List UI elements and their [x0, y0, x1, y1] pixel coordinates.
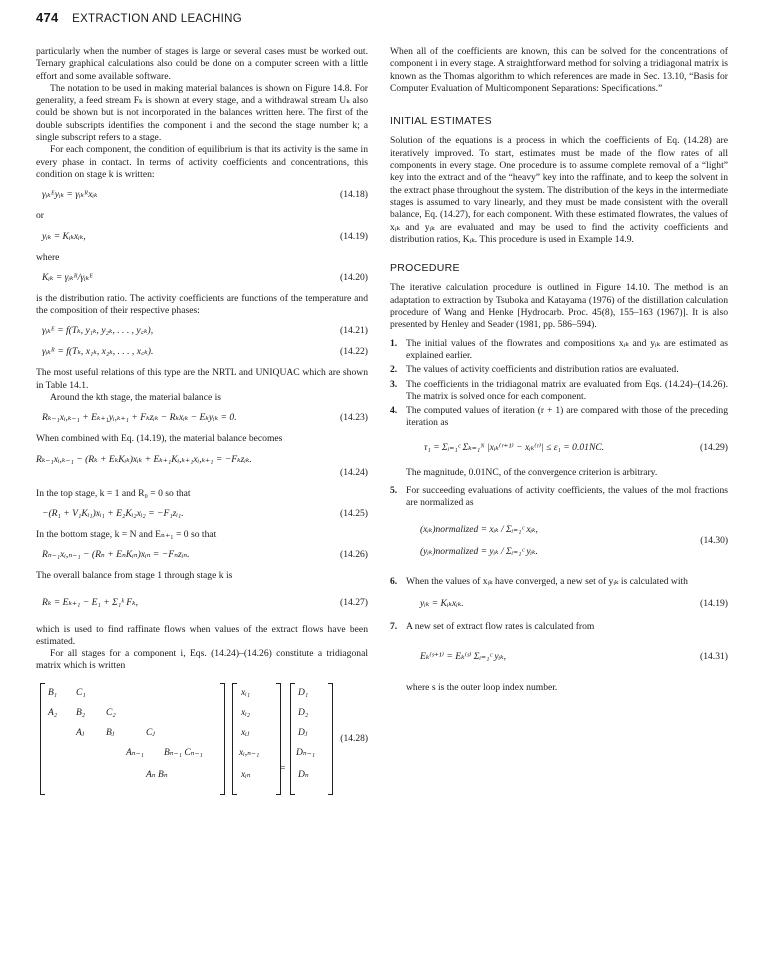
equation-14-31: Eₖ⁽ˢ⁺¹⁾ = Eₖ⁽ˢ⁾ Σᵢ₌₁ᶜ yᵢₖ, (14.31) — [420, 651, 728, 663]
paragraph: For all stages for a component i, Eqs. (14.24)–(14.26) constitute a tridiagonal matrix which is written — [36, 648, 368, 672]
section-heading: INITIAL ESTIMATES — [390, 115, 492, 128]
running-title: EXTRACTION AND LEACHING — [72, 13, 242, 25]
paragraph: particularly when the number of stages is large or several cases must be worked out. Ternary graphical calculations also could be done on a computer screen with a little effort and some available software. — [36, 46, 368, 82]
paragraph: The notation to be used in making material balances is shown on Figure 14.8. For generality, a feed stream Fₖ is shown at every stage, and a withdrawal stream Uₖ also could be shown but is not incorporated in the balances written here. The first of the double subscripts identifies the component i and the second the stage number k; a single subscript refers to a stage. — [36, 82, 368, 144]
paragraph: where s is the outer loop index number. — [406, 682, 558, 694]
paragraph: When combined with Eq. (14.19), the material balance becomes — [36, 433, 283, 445]
right-column — [390, 46, 728, 695]
paragraph: Solution of the equations is a process in which the coefficients of Eq. (14.28) are iteratively improved. To start, estimates must be made of the flow rates of all components in every stage. One procedure is to assume complete removal of a “light” key into the extract and of the “heavy” key into the raffinate, and to keep the solvent in the extract phase throughout the system. The distribution of the keys in the intermediate stages is assumed to vary linearly, and they must be made consistent with the overall balance, Eq. (14.27), for each component. With these estimated flowrates, the values of xᵢₖ and yᵢₖ are evaluated and may be used to find the activity coefficients and distribution ratios, Kᵢₖ. This procedure is used in Example 14.9. — [390, 135, 728, 245]
equation-14-21: γᵢₖᴱ = f(Tₖ, y₁ₖ, y₂ₖ, . . . , y꜀ₖ), (14.21) — [42, 325, 368, 337]
equation-14-24: Rₖ₋₁xᵢ,ₖ₋₁ − (Rₖ + EₖKᵢₖ)xᵢₖ + Eₖ₊₁Kᵢ,ₖ₊₁xᵢ,ₖ₊₁ = −Fₖzᵢₖ. (14.24) — [36, 453, 368, 478]
list-item: 7. A new set of extract flow rates is calculated from — [390, 620, 595, 632]
equation-14-29: τ₁ = Σᵢ₌₁ᶜ Σₖ₌₁ᴺ |xᵢₖ⁽ʳ⁺¹⁾ − xᵢₖ⁽ʳ⁾| ≤ ε₁ = 0.01NC. (14.29) — [424, 441, 728, 453]
equation-14-19: yᵢₖ = Kᵢₖxᵢₖ. (14.19) — [420, 597, 728, 609]
paragraph: Around the kth stage, the material balance is — [50, 392, 222, 404]
paragraph: is the distribution ratio. The activity coefficients are functions of the temperature and the composition of their respective phases: — [36, 292, 368, 317]
page-number: 474 — [36, 10, 59, 25]
equation-number: (14.28) — [340, 733, 368, 744]
paragraph: The magnitude, 0.01NC, of the convergence criterion is arbitrary. — [406, 466, 658, 478]
paragraph: The overall balance from stage 1 through stage k is — [36, 570, 233, 582]
list-item: 3. The coefficients in the tridiagonal matrix are evaluated from Eqs. (14.24)–(14.26). The matrix is solved once for each component. — [390, 378, 728, 402]
equation-14-26: Rₙ₋₁xᵢ,ₙ₋₁ − (Rₙ + EₙKᵢₙ)xᵢₙ = −Fₙzᵢₙ. (14.26) — [42, 549, 368, 561]
paragraph: which is used to find raffinate flows when values of the extract flows have been estimated. — [36, 623, 368, 647]
equation-14-18: γᵢₖᴱyᵢₖ = γᵢₖᴿxᵢₖ (14.18) — [42, 189, 368, 201]
equation-14-20: Kᵢₖ = γᵢₖᴿ/γᵢₖᴱ (14.20) — [42, 271, 368, 283]
paragraph: In the top stage, k = 1 and R₀ = 0 so that — [36, 487, 191, 499]
connective-text: or — [36, 210, 44, 222]
paragraph: In the bottom stage, k = N and Eₙ₊₁ = 0 so that — [36, 528, 217, 540]
equation-14-30: (xᵢₖ)normalized = xᵢₖ / Σᵢ₌₁ᶜ xᵢₖ, (yᵢₖ)normalized = yᵢₖ / Σᵢ₌₁ᶜ yᵢₖ. (14.30) — [420, 524, 728, 557]
list-item: 6. When the values of xᵢₖ have converged, a new set of yᵢₖ is calculated with — [390, 575, 688, 587]
equation-14-25: −(R₁ + V₁Kᵢ₁)xᵢ₁ + E₂Kᵢ₂xᵢ₂ = −F₁zᵢ₁. (14.25) — [42, 507, 368, 519]
procedure-steps — [390, 621, 728, 633]
equation-14-23: Rₖ₋₁xᵢ,ₖ₋₁ + Eₖ₊₁yᵢ,ₖ₊₁ + Fₖzᵢₖ − Rₖxᵢₖ − Eₖyᵢₖ = 0. (14.23) — [42, 412, 368, 424]
procedure-steps — [390, 576, 728, 588]
paragraph: For each component, the condition of equilibrium is that its activity is the same in every phase in contact. In terms of activity coefficients and concentrations, this condition on stage k is written: — [36, 144, 368, 180]
equation-14-22: γᵢₖᴿ = f(Tₖ, x₁ₖ, x₂ₖ, . . . , x꜀ₖ). (14.22) — [42, 346, 368, 358]
paragraph: The most useful relations of this type are the NRTL and UNIQUAC which are shown in Table 14.1. — [36, 367, 368, 391]
paragraph: The iterative calculation procedure is outlined in Figure 14.10. The method is an adaptation to extraction by Tsuboka and Katayama (1976) of the distillation calculation procedure of Wang and Henke [Hydrocarb. Proc. 45(8), 155–163 (1967)]. It is also presented by Henley and Seader (1981, pp. 586–594). — [390, 282, 728, 331]
equals-sign: = — [280, 763, 286, 774]
list-item: 1. The initial values of the flowrates and compositions xᵢₖ and yᵢₖ are estimated as explained earlier. — [390, 337, 728, 361]
procedure-steps — [390, 338, 728, 430]
left-column — [36, 46, 368, 805]
running-header — [36, 10, 242, 25]
list-item: 4. The computed values of iteration (r + 1) are compared with those of the preceding iteration as — [390, 405, 728, 429]
equation-14-27: Rₖ = Eₖ₊₁ − E₁ + Σ₁ᵏ Fₖ, (14.27) — [42, 596, 368, 608]
paragraph: When all of the coefficients are known, this can be solved for the concentrations of component i in every stage. A straightforward method for solving a tridiagonal matrix is known as the Thomas algorithm to which references are made in Sec. 13.10, “Basis for Computer Evaluation of Multicomponent Separations: Specifications.” — [390, 46, 728, 94]
connective-text: where — [36, 251, 60, 263]
equation-14-19: yᵢₖ = Kᵢₖxᵢₖ, (14.19) — [42, 230, 368, 242]
tridiagonal-matrix-equation: = (14.28) B₁ C₁ A₂ B₂ C₂ Aⱼ Bⱼ Cⱼ Aₙ₋₁ Bₙ₋₁ Cₙ₋₁ Aₙ Bₙ xᵢ₁ xᵢ₂ xᵢⱼ xᵢ,ₙ₋₁ xᵢₙ D₁ D₂ Dⱼ Dₙ₋₁ Dₙ — [36, 683, 368, 795]
section-heading: PROCEDURE — [390, 262, 460, 275]
list-item: 5. For succeeding evaluations of activity coefficients, the values of the mol fractions are normalized as — [390, 485, 728, 509]
list-item: 2. The values of activity coefficients and distribution ratios are evaluated. — [390, 364, 679, 376]
procedure-steps — [390, 485, 728, 510]
